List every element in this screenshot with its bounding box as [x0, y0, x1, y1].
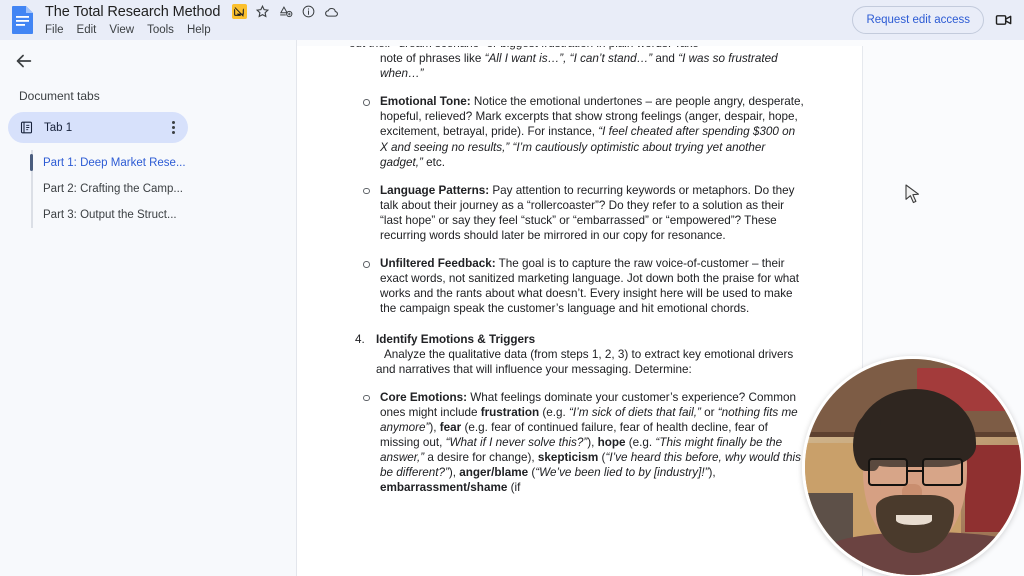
step-number: 4.: [355, 332, 365, 346]
ce-e6: “We’ve been lied to by [industry]!”: [535, 466, 709, 480]
ce-b6: embarrassment/shame: [380, 481, 508, 495]
sidebar-item-tab-1[interactable]: [8, 112, 188, 143]
app-header: [0, 0, 1024, 40]
kebab-menu-icon[interactable]: [172, 121, 176, 134]
ce-b2: fear: [439, 420, 462, 434]
ce-b3: hope: [597, 436, 626, 450]
webcam-lens-right: [922, 458, 963, 486]
document-status-icon[interactable]: [301, 4, 316, 19]
webcam-glasses: [868, 458, 963, 486]
sidebar-item-part-2[interactable]: [31, 176, 231, 202]
menu-item-help[interactable]: Help: [186, 23, 211, 36]
webcam-glasses-bridge: [908, 470, 921, 473]
page-title[interactable]: The Total Research Method: [45, 3, 221, 20]
bullet-language-patterns: [349, 183, 805, 243]
ce-s5: (e.g. fear of continued failure, fear of health decline, fear of missing out,: [380, 420, 768, 450]
video-camera-icon[interactable]: [994, 10, 1014, 30]
ce-e1: “I’m sick of diets that fail,”: [569, 405, 701, 419]
active-indicator: [30, 206, 33, 223]
sidebar-item-part-1[interactable]: [31, 150, 231, 176]
document-page[interactable]: [297, 40, 863, 576]
document-tabs-panel: [0, 40, 296, 576]
ce-s9: (: [598, 451, 606, 465]
bullet-term: Core Emotions:: [380, 390, 468, 404]
tab-document-icon: [19, 120, 34, 135]
bullet-term: Unfiltered Feedback:: [380, 257, 496, 271]
menu-item-view[interactable]: View: [109, 23, 135, 36]
webcam-bubble[interactable]: [802, 356, 1024, 576]
header-actions: [852, 6, 1014, 34]
back-arrow-icon[interactable]: [13, 50, 35, 72]
intro-quote-b: “I was so frustrated when…”: [380, 52, 778, 81]
ce-e4: “This might finally be the answer,”: [380, 436, 783, 465]
ce-s4: ),: [429, 420, 440, 434]
mouse-cursor: [905, 184, 921, 205]
bullet-term: Language Patterns:: [380, 183, 490, 197]
document-tabs-title: Document tabs: [19, 89, 100, 103]
ce-s11: (: [528, 466, 536, 480]
ce-s10: ),: [448, 466, 460, 480]
ce-e3: “What if I never solve this?”: [445, 436, 588, 450]
ce-s2: (e.g.: [539, 405, 570, 419]
bullet-text-a: Pay attention to recurring keywords or metaphors. Do they talk about their journey as a “rollercoaster”? Do they refer to a solution as their “last hope” or say they feel “stuck” or “embarrassed” or “empowered”? These recurring words should later be mirrored in our copy for resonance.: [380, 183, 795, 243]
bullet-text-a: Notice the emotional undertones – are people angry, desperate, hopeful, relieved? Mark excerpts that show strong feelings (anger, despair, hope, excitement, betrayal, pride). For instance,: [380, 95, 804, 139]
bullet-text-b: etc.: [422, 155, 445, 169]
sidebar-subitem-label: Part 3: Output the Struct...: [43, 209, 177, 221]
menu-item-edit[interactable]: Edit: [76, 23, 97, 36]
bullet-unfiltered-feedback: [349, 256, 805, 316]
sidebar-item-label: Tab 1: [44, 121, 73, 134]
ce-b5: anger/blame: [459, 466, 529, 480]
title-and-menus: [45, 1, 339, 39]
paragraph-intro: [349, 51, 805, 81]
add-shortcut-to-drive-icon[interactable]: [278, 4, 293, 19]
ce-b1: frustration: [480, 405, 540, 419]
bullet-emotional-tone: [349, 94, 805, 169]
active-indicator: [30, 180, 33, 197]
ce-e2: “nothing fits me anymore”: [380, 405, 798, 434]
bullet-quote: “I feel cheated after spending $300 on X and seeing no results,” “I’m cautiously optimistic about trying yet another gadget,”: [380, 125, 796, 169]
docs-file-icon[interactable]: [10, 5, 36, 35]
intro-text-a: note of phrases like: [380, 52, 485, 66]
active-indicator: [30, 154, 33, 171]
webcam-red-box-2: [965, 445, 1021, 531]
star-icon[interactable]: [255, 4, 270, 19]
step-heading: Identify Emotions & Triggers: [376, 332, 536, 346]
ce-b4: skepticism: [537, 451, 599, 465]
ce-s12: ),: [708, 466, 716, 480]
step-body: Analyze the qualitative data (from steps 1, 2, 3) to extract key emotional drivers and narratives that will influence your messaging. Determine:: [376, 347, 794, 376]
menu-bar: [45, 21, 339, 38]
bullet-core-emotions: [349, 390, 805, 496]
ce-s13: (if: [507, 481, 521, 495]
ce-s6: ),: [587, 436, 598, 450]
webcam-lens-left: [868, 458, 909, 486]
intro-quote-a: “All I want is…”, “I can’t stand…”: [484, 52, 653, 66]
document-body: [297, 40, 863, 495]
title-icon-group: [232, 4, 339, 19]
intro-text-b: and: [652, 52, 679, 66]
sidebar-item-part-3[interactable]: [31, 202, 231, 228]
page-top-clip: [297, 40, 863, 46]
bullet-term: Emotional Tone:: [380, 95, 471, 109]
ce-s3: or: [700, 405, 718, 419]
cloud-icon[interactable]: [324, 4, 339, 19]
tab-sub-headings: [31, 150, 231, 228]
menu-item-file[interactable]: File: [45, 23, 64, 36]
offline-badge-icon[interactable]: [232, 4, 247, 19]
request-edit-access-button[interactable]: Request edit access: [852, 6, 984, 34]
ce-s7: (e.g.: [625, 436, 656, 450]
menu-item-tools[interactable]: Tools: [147, 23, 174, 36]
sidebar-subitem-label: Part 1: Deep Market Rese...: [43, 157, 186, 169]
ce-s1: What feelings dominate your customer’s experience? Common ones might include: [380, 390, 796, 419]
ce-s8: a desire for change),: [424, 451, 538, 465]
ce-e5: “I’ve heard this before, why would this be different?”: [380, 451, 801, 480]
sidebar-subitem-label: Part 2: Crafting the Camp...: [43, 183, 183, 195]
bullet-text-a: The goal is to capture the raw voice-of-customer – their exact words, not sanitized marketing language. Jot down both the praise for what works and the rants about what doesn’t. Every insight here will be used to make the campaign speak the customer’s language and hit emotional chords.: [380, 257, 800, 316]
numbered-step-4: [349, 332, 805, 377]
